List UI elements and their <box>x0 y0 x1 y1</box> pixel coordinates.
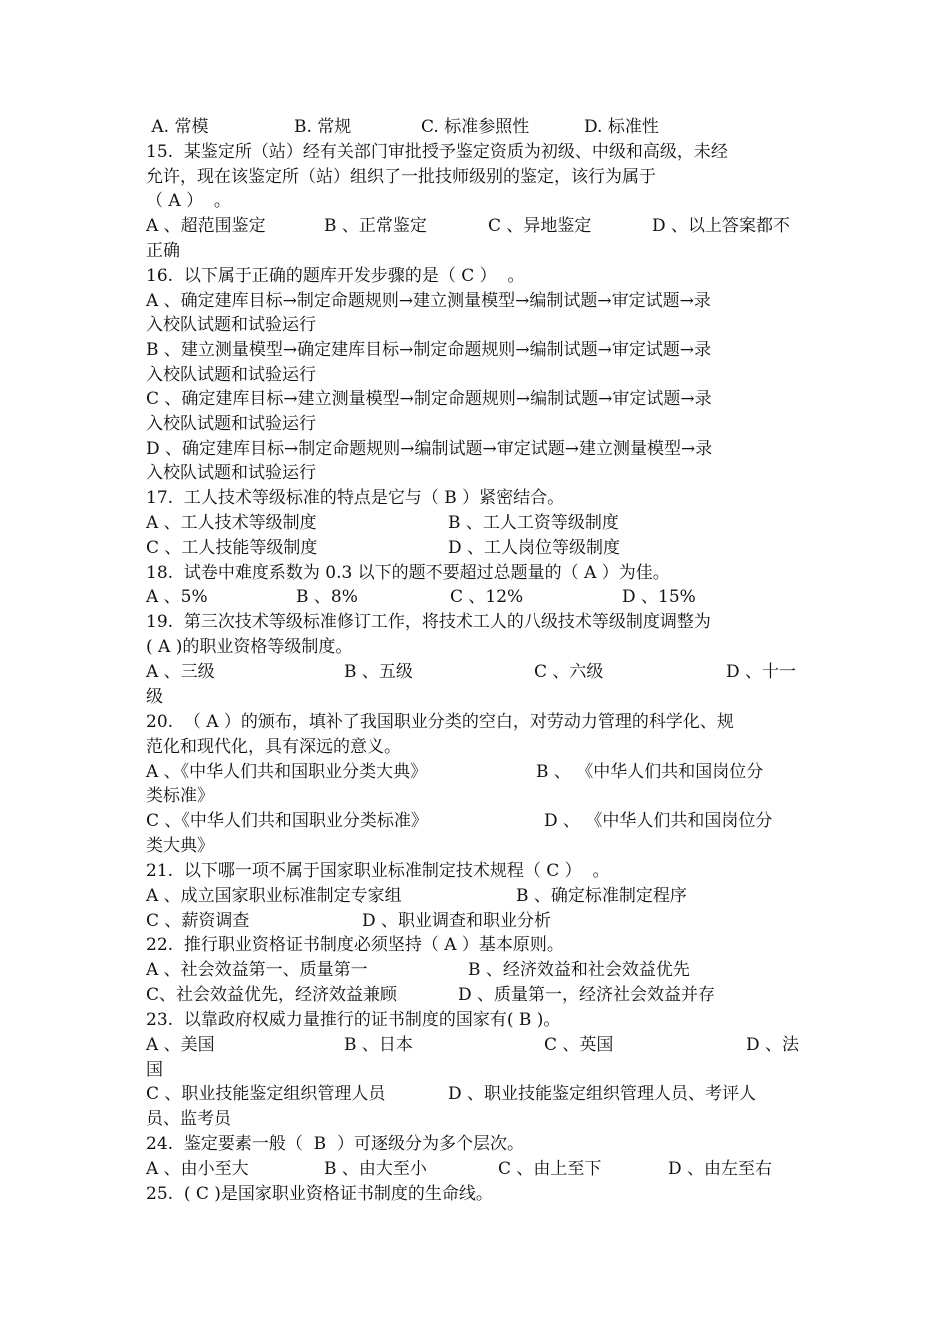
option-a: A 、确定建库目标→制定命题规则→建立测量模型→编制试题→审定试题→录 <box>146 291 711 311</box>
option-continuation: 类大典》 <box>146 836 214 856</box>
option-d: D 、由左至右 <box>668 1159 773 1179</box>
option-d: D 、法 <box>746 1035 800 1055</box>
option-continuation: 入校队试题和试验运行 <box>146 463 316 483</box>
question-24: 24. 鉴定要素一般（ B ）可逐级分为多个层次。 <box>146 1134 524 1154</box>
option-continuation: 级 <box>146 687 163 707</box>
option-d: D 、职业技能鉴定组织管理人员、考评人 <box>448 1084 757 1104</box>
question-16: 16. 以下属于正确的题库开发步骤的是（ C ） 。 <box>146 266 525 286</box>
options-line <box>146 885 687 907</box>
question-text-line: 范化和现代化，具有深远的意义。 <box>146 737 401 757</box>
question-19: 19. 第三次技术等级标准修订工作，将技术工人的八级技术等级制度调整为 <box>146 612 711 632</box>
question-text-line: 允许，现在该鉴定所（站）组织了一批技师级别的鉴定，该行为属于 <box>146 167 656 187</box>
option-continuation: 正确 <box>146 241 180 261</box>
option-c: C 、12% <box>450 587 524 607</box>
option-c: C 、薪资调查 <box>146 911 250 931</box>
question-text-line: （ A ） 。 <box>146 191 231 211</box>
question-17: 17. 工人技术等级标准的特点是它与（ B ）紧密结合。 <box>146 488 565 508</box>
option-a: A 、美国 <box>146 1035 215 1055</box>
option-d: D 、质量第一，经济社会效益并存 <box>458 985 716 1005</box>
option-c: C 、由上至下 <box>498 1159 602 1179</box>
option-continuation: 入校队试题和试验运行 <box>146 414 316 434</box>
option-d: D 、职业调查和职业分析 <box>362 911 552 931</box>
option-continuation: 入校队试题和试验运行 <box>146 315 316 335</box>
question-18: 18. 试卷中难度系数为 0.3 以下的题不要超过总题量的（ A ）为佳。 <box>146 563 670 583</box>
option-b: B 、建立测量模型→确定建库目标→制定命题规则→编制试题→审定试题→录 <box>146 340 712 360</box>
options-line <box>146 116 659 138</box>
option-c: C 、确定建库目标→建立测量模型→制定命题规则→编制试题→审定试题→录 <box>146 389 712 409</box>
option-b: B 、经济效益和社会效益优先 <box>468 960 690 980</box>
question-23: 23. 以靠政府权威力量推行的证书制度的国家有( B )。 <box>146 1010 561 1030</box>
options-line <box>146 761 764 783</box>
option-d: D 、确定建库目标→制定命题规则→编制试题→审定试题→建立测量模型→录 <box>146 439 713 459</box>
option-d: D 、工人岗位等级制度 <box>448 538 621 558</box>
option-b: B 、确定标准制定程序 <box>516 886 687 906</box>
option-c: C 、工人技能等级制度 <box>146 538 318 558</box>
option-d: D 、15% <box>622 587 696 607</box>
option-c: C 、《中华人们共和国职业分类标准》 <box>146 811 428 831</box>
option-c: C. 标准参照性 <box>421 117 530 137</box>
option-c: C 、异地鉴定 <box>488 216 592 236</box>
options-line <box>146 586 696 608</box>
question-22: 22. 推行职业资格证书制度必须坚持（ A ）基本原则。 <box>146 935 564 955</box>
option-continuation: 入校队试题和试验运行 <box>146 365 316 385</box>
option-continuation: 国 <box>146 1060 163 1080</box>
option-b: B 、由大至小 <box>324 1159 427 1179</box>
option-c: C 、六级 <box>534 662 604 682</box>
question-25: 25. ( C )是国家职业资格证书制度的生命线。 <box>146 1184 493 1204</box>
options-line <box>146 810 773 832</box>
option-b: B 、正常鉴定 <box>324 216 427 236</box>
option-continuation: 类标准》 <box>146 786 214 806</box>
options-line <box>146 1034 800 1056</box>
option-b: B 、日本 <box>344 1035 413 1055</box>
option-a: A 、工人技术等级制度 <box>146 513 317 533</box>
options-line <box>146 1083 757 1105</box>
option-a: A 、成立国家职业标准制定专家组 <box>146 886 402 906</box>
option-a: A 、三级 <box>146 662 215 682</box>
option-b: B 、 《中华人们共和国岗位分 <box>536 762 764 782</box>
options-line <box>146 959 690 981</box>
option-c: C、社会效益优先，经济效益兼顾 <box>146 985 398 1005</box>
option-a: A. 常模 <box>146 117 209 137</box>
option-continuation: 员、监考员 <box>146 1109 231 1129</box>
option-a: A 、5% <box>146 587 208 607</box>
option-b: B 、8% <box>296 587 358 607</box>
question-15: 15. 某鉴定所（站）经有关部门审批授予鉴定资质为初级、中级和高级，未经 <box>146 142 728 162</box>
option-c: C 、英国 <box>544 1035 614 1055</box>
option-b: B. 常规 <box>294 117 352 137</box>
option-b: B 、五级 <box>344 662 413 682</box>
options-line <box>146 910 552 932</box>
option-a: A 、《中华人们共和国职业分类大典》 <box>146 762 428 782</box>
options-line <box>146 1158 773 1180</box>
options-line <box>146 215 791 237</box>
options-line <box>146 661 797 683</box>
option-a: A 、由小至大 <box>146 1159 249 1179</box>
question-20: 20. （ A ）的颁布，填补了我国职业分类的空白，对劳动力管理的科学化、规 <box>146 712 734 732</box>
question-text-line: ( A )的职业资格等级制度。 <box>146 637 353 657</box>
option-c: C 、职业技能鉴定组织管理人员 <box>146 1084 386 1104</box>
option-d: D 、十一 <box>726 662 797 682</box>
options-line <box>146 512 619 534</box>
option-d: D. 标准性 <box>584 117 659 137</box>
option-a: A 、社会效益第一、质量第一 <box>146 960 368 980</box>
options-line <box>146 984 716 1006</box>
question-21: 21. 以下哪一项不属于国家职业标准制定技术规程（ C ） 。 <box>146 861 610 881</box>
option-d: D 、以上答案都不 <box>652 216 791 236</box>
option-a: A 、超范围鉴定 <box>146 216 266 236</box>
options-line <box>146 537 621 559</box>
option-d: D 、 《中华人们共和国岗位分 <box>544 811 773 831</box>
option-b: B 、工人工资等级制度 <box>448 513 619 533</box>
